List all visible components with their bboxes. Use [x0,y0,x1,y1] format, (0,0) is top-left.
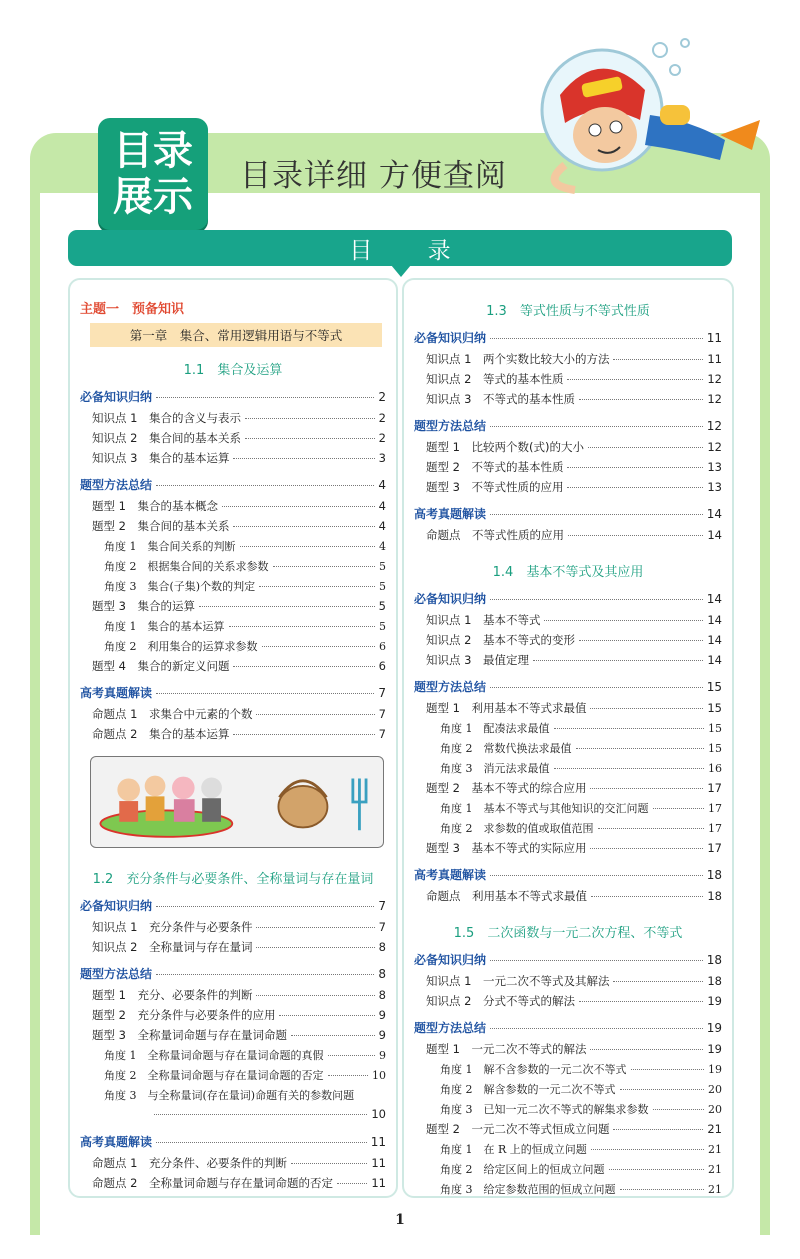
dot-leader [620,1089,705,1090]
toc-entry[interactable] [414,612,722,632]
toc-right-column [402,278,734,1198]
toc-entry-label: 必备知识归纳 [414,331,487,345]
toc-entry-label: 必备知识归纳 [414,592,487,606]
toc-entry[interactable] [80,450,386,470]
mascot-diver-illustration [520,25,770,200]
toc-entry[interactable] [414,760,722,780]
toc-entry-label: 题型 2 基本不等式的综合应用 [426,781,587,795]
toc-entry-label: 角度 2 根据集合间的关系求参数 [104,560,269,573]
toc-entry-label: 题型 1 利用基本不等式求最值 [426,701,587,715]
toc-entry-label: 角度 2 常数代换法求最值 [440,742,572,755]
toc-entry-label: 必备知识归纳 [80,390,153,404]
toc-entry[interactable] [80,558,386,578]
dot-leader [653,1109,705,1110]
toc-entry-page: 21 [708,1163,722,1176]
toc-entry-page: 17 [708,802,722,815]
toc-entry-page: 18 [706,953,722,967]
toc-entry-label: 角度 2 全称量词命题与存在量词命题的否定 [104,1069,324,1082]
dot-leader [490,426,703,427]
toc-entry-label: 命题点 利用基本不等式求最值 [426,889,587,903]
toc-entry-page: 14 [707,633,722,647]
toc-entry-label: 知识点 2 等式的基本性质 [426,372,564,386]
dot-leader [591,896,703,897]
dot-leader [229,626,376,627]
toc-group-heading[interactable] [414,590,722,612]
toc-group-heading[interactable] [80,388,386,410]
dot-leader [613,1129,703,1130]
toc-entry-page: 11 [707,352,722,366]
dot-leader [233,526,374,527]
toc-entry-label: 题型 3 全称量词命题与存在量词命题 [92,1028,287,1042]
toc-entry[interactable] [80,919,386,939]
dot-leader [591,1149,704,1150]
toc-entry[interactable] [80,618,386,638]
toc-entry-page: 8 [378,940,386,954]
toc-entry-label: 知识点 2 全称量词与存在量词 [92,940,253,954]
toc-entry-label: 题型 1 充分、必要条件的判断 [92,988,253,1002]
dot-leader [490,338,703,339]
toc-entry[interactable] [414,1041,722,1061]
toc-entry-label: 角度 3 集合(子集)个数的判定 [104,580,256,593]
toc-entry-label: 角度 2 给定区间上的恒成立问题 [440,1163,605,1176]
toc-entry-label: 题型 1 一元二次不等式的解法 [426,1042,587,1056]
dot-leader [579,640,703,641]
toc-entry-page: 4 [379,540,386,553]
toc-entry-page: 5 [379,580,386,593]
toc-entry-page: 11 [370,1135,386,1149]
dot-leader [568,535,703,536]
toc-entry-page: 17 [707,781,722,795]
toc-entry-page: 7 [378,707,386,721]
toc-group-heading[interactable] [80,897,386,919]
page-number: 1 [395,1212,405,1228]
dot-leader [245,438,375,439]
toc-group-heading[interactable] [414,417,722,439]
toc-entry-label: 题型 2 充分条件与必要条件的应用 [92,1008,276,1022]
dot-leader [273,566,376,567]
toc-entry-page: 15 [708,722,722,735]
dot-leader [490,1028,703,1029]
toc-entry-page: 12 [707,440,722,454]
toc-entry-page: 11 [371,1176,386,1190]
toc-entry-page: 8 [378,967,386,981]
dot-leader [490,960,703,961]
dot-leader [222,506,375,507]
toc-entry-label: 高考真题解读 [80,686,153,700]
toc-entry-label: 角度 2 利用集合的运算求参数 [104,640,258,653]
dot-leader [590,848,703,849]
toc-header-bar: 目 录 [68,230,732,266]
dot-leader [156,485,374,486]
section-title: 1.3 等式性质与不等式性质 [486,304,650,319]
section-title: 1.1 集合及运算 [183,363,283,378]
toc-entry-page: 14 [707,653,722,667]
toc-entry-page: 17 [707,841,722,855]
toc-entry-label: 角度 1 集合间关系的判断 [104,540,236,553]
toc-entry[interactable] [414,1141,722,1161]
toc-entry-label: 高考真题解读 [414,507,487,521]
dot-leader [609,1169,705,1170]
toc-entry-page: 5 [379,560,386,573]
dot-leader [579,1001,703,1002]
toc-entry-label: 题型 2 一元二次不等式恒成立问题 [426,1122,610,1136]
dot-leader [233,734,374,735]
toc-entry-page: 21 [708,1183,722,1196]
toc-entry-label: 题型 2 不等式的基本性质 [426,460,564,474]
toc-entry[interactable] [80,1107,386,1127]
toc-entry-label: 知识点 1 充分条件与必要条件 [92,920,253,934]
toc-entry-label: 角度 3 与全称量词(存在量词)命题有关的参数问题 [104,1089,355,1102]
toc-entry-label: 题型 1 比较两个数(式)的大小 [426,440,584,454]
toc-entry-page: 7 [378,686,386,700]
dot-leader [256,995,374,996]
toc-entry[interactable] [414,740,722,760]
toc-entry-page: 21 [707,1122,722,1136]
toc-entry-page: 13 [707,460,722,474]
toc-entry[interactable] [414,840,722,860]
dot-leader [291,1163,367,1164]
toc-entry-page: 9 [379,1049,386,1062]
toc-entry[interactable] [414,888,722,908]
toc-entry-page: 16 [708,762,722,775]
toc-entry-page: 20 [708,1103,722,1116]
toc-entry[interactable] [414,1061,722,1081]
toc-entry-label: 高考真题解读 [414,868,487,882]
toc-entry-label: 角度 1 基本不等式与其他知识的交汇问题 [440,802,649,815]
dot-leader [490,514,703,515]
dot-leader [590,788,703,789]
toc-entry[interactable] [80,658,386,678]
dot-leader [328,1055,376,1056]
toc-entry[interactable] [414,720,722,740]
dot-leader [576,748,705,749]
banner-title: 目录详细 方便查阅 [240,158,507,194]
toc-entry-page: 6 [378,659,386,673]
toc-entry-page: 19 [708,1063,722,1076]
toc-entry[interactable] [80,538,386,558]
toc-entry-label: 知识点 2 基本不等式的变形 [426,633,575,647]
dot-leader [259,586,375,587]
badge-line-2: 展示 [113,174,193,220]
toc-entry-page: 19 [706,1021,722,1035]
toc-entry-page: 17 [708,822,722,835]
toc-entry[interactable] [414,800,722,820]
toc-group-heading[interactable] [80,965,386,987]
section-title: 1.4 基本不等式及其应用 [492,565,644,580]
dot-leader [337,1183,367,1184]
dot-leader [490,687,703,688]
dot-leader [533,660,703,661]
toc-entry-page: 9 [378,1028,386,1042]
toc-group-heading[interactable] [414,678,722,700]
dot-leader [567,467,703,468]
dot-leader [554,728,705,729]
toc-entry[interactable] [80,939,386,959]
dot-leader [279,1015,374,1016]
chapter-heading: 第一章 集合、常用逻辑用语与不等式 [90,323,382,347]
toc-entry-label: 题型方法总结 [80,967,153,981]
toc-entry[interactable] [80,726,386,746]
toc-left-column [68,278,398,1198]
toc-group-heading[interactable] [414,1019,722,1041]
toc-entry-page: 5 [378,599,386,613]
dot-leader [567,379,703,380]
toc-entry[interactable] [80,498,386,518]
toc-entry-label: 角度 1 全称量词命题与存在量词命题的真假 [104,1049,324,1062]
toc-entry-label: 知识点 3 集合的基本运算 [92,451,230,465]
dot-leader [256,714,374,715]
toc-entry[interactable] [80,638,386,658]
toc-entry-label: 角度 1 在 R 上的恒成立问题 [440,1143,587,1156]
toc-group-heading[interactable] [414,951,722,973]
dot-leader [156,906,374,907]
toc-entry[interactable] [80,598,386,618]
toc-entry-page: 13 [707,480,722,494]
section-title: 1.5 二次函数与一元二次方程、不等式 [453,926,683,941]
toc-group-heading[interactable] [414,505,722,527]
toc-entry[interactable] [80,706,386,726]
toc-entry[interactable] [80,1047,386,1067]
toc-entry-label: 命题点 1 求集合中元素的个数 [92,707,253,721]
dot-leader [631,1069,705,1070]
toc-entry-label: 必备知识归纳 [80,899,153,913]
toc-entry-label: 题型 1 集合的基本概念 [92,499,218,513]
toc-entry-page: 10 [371,1107,386,1121]
toc-entry-label: 知识点 1 两个实数比较大小的方法 [426,352,610,366]
toc-entry-label: 角度 3 消元法求最值 [440,762,550,775]
toc-entry-page: 4 [378,478,386,492]
toc-entry-page: 4 [378,519,386,533]
dot-leader [328,1075,369,1076]
toc-entry[interactable] [414,652,722,672]
dot-leader [262,646,376,647]
toc-entry-label: 知识点 2 集合间的基本关系 [92,431,241,445]
dot-leader [554,768,705,769]
toc-entry-page: 6 [379,640,386,653]
toc-entry-page: 11 [371,1156,386,1170]
toc-entry-page: 14 [706,592,722,606]
toc-entry[interactable] [414,1121,722,1141]
toc-entry-label: 题型 3 基本不等式的实际应用 [426,841,587,855]
dot-leader [233,458,374,459]
toc-entry-label: 必备知识归纳 [414,953,487,967]
toc-entry-label: 题型 4 集合的新定义问题 [92,659,230,673]
illustration-characters-basket-fork [91,757,383,847]
dot-leader [256,927,374,928]
toc-entry[interactable] [80,1087,386,1107]
toc-entry-page: 5 [379,620,386,633]
toc-entry-label: 命题点 2 集合的基本运算 [92,727,230,741]
toc-entry-label: 角度 2 求参数的值或取值范围 [440,822,594,835]
toc-entry-page: 14 [707,613,722,627]
toc-entry[interactable] [80,1007,386,1027]
toc-entry[interactable] [414,439,722,459]
toc-entry[interactable] [414,527,722,547]
toc-entry[interactable] [80,518,386,538]
toc-entry-label: 题型 3 不等式性质的应用 [426,480,564,494]
toc-entry-label: 题型方法总结 [414,1021,487,1035]
toc-group-heading[interactable] [80,1133,386,1155]
toc-entry-label: 知识点 1 基本不等式 [426,613,541,627]
toc-entry-page: 7 [378,727,386,741]
toc-entry[interactable] [414,459,722,479]
toc-entry[interactable] [414,1181,722,1201]
toc-entry-label: 题型方法总结 [80,478,153,492]
toc-entry-page: 21 [708,1143,722,1156]
toc-entry-page: 3 [378,451,386,465]
dot-leader [579,399,703,400]
toc-entry[interactable] [414,371,722,391]
toc-entry-page: 20 [708,1083,722,1096]
section-title: 1.2 充分条件与必要条件、全称量词与存在量词 [92,872,374,887]
dot-leader [199,606,375,607]
toc-entry-label: 知识点 1 一元二次不等式及其解法 [426,974,610,988]
dot-leader [156,1142,367,1143]
toc-entry-label: 角度 2 解含参数的一元二次不等式 [440,1083,616,1096]
toc-entry[interactable] [414,351,722,371]
dot-leader [653,808,705,809]
toc-entry-page: 19 [707,1042,722,1056]
toc-group-heading[interactable] [414,866,722,888]
illustration-box [90,756,384,848]
toc-entry-label: 角度 1 集合的基本运算 [104,620,225,633]
toc-entry-page: 8 [378,988,386,1002]
toc-entry-page: 18 [706,868,722,882]
toc-entry-page: 15 [706,680,722,694]
dot-leader [156,397,374,398]
toc-entry-label: 命题点 1 充分条件、必要条件的判断 [92,1156,287,1170]
toc-entry[interactable] [414,1081,722,1101]
toc-entry-page: 12 [707,372,722,386]
toc-entry[interactable] [414,820,722,840]
toc-entry[interactable] [80,1155,386,1175]
toc-entry-page: 2 [378,431,386,445]
toc-entry-label: 角度 3 已知一元二次不等式的解集求参数 [440,1103,649,1116]
toc-entry-page: 12 [706,419,722,433]
toc-entry[interactable] [80,987,386,1007]
toc-entry[interactable] [80,578,386,598]
toc-entry-page: 14 [707,528,722,542]
toc-entry-label: 角度 3 给定参数范围的恒成立问题 [440,1183,616,1196]
dot-leader [291,1035,375,1036]
toc-entry-page: 18 [707,889,722,903]
toc-entry-page: 11 [706,331,722,345]
toc-entry[interactable] [414,632,722,652]
toc-header-pointer [391,265,411,277]
toc-entry-label: 命题点 2 全称量词命题与存在量词命题的否定 [92,1176,333,1190]
toc-badge [98,118,208,230]
toc-group-heading[interactable] [80,684,386,706]
toc-entry-page: 7 [378,899,386,913]
dot-leader [154,1114,367,1115]
toc-entry[interactable] [414,1161,722,1181]
toc-entry[interactable] [414,700,722,720]
dot-leader [156,693,374,694]
toc-entry-label: 命题点 不等式性质的应用 [426,528,564,542]
dot-leader [490,875,703,876]
toc-entry[interactable] [414,993,722,1013]
dot-leader [588,447,703,448]
toc-entry[interactable] [414,479,722,499]
toc-entry-label: 题型方法总结 [414,419,487,433]
toc-entry-label: 题型 2 集合间的基本关系 [92,519,230,533]
toc-entry[interactable] [80,1175,386,1195]
toc-entry[interactable] [80,1027,386,1047]
toc-entry[interactable] [414,973,722,993]
toc-entry-page: 9 [378,1008,386,1022]
toc-entry-page: 18 [707,974,722,988]
dot-leader [544,620,703,621]
dot-leader [613,359,703,360]
dot-leader [598,828,705,829]
toc-entry[interactable] [80,410,386,430]
badge-line-1: 目录 [113,128,193,174]
toc-group-heading[interactable] [414,329,722,351]
dot-leader [156,974,374,975]
toc-entry-label: 角度 1 解不含参数的一元二次不等式 [440,1063,627,1076]
toc-entry[interactable] [80,1067,386,1087]
toc-entry-page: 19 [707,994,722,1008]
toc-entry[interactable] [414,1101,722,1121]
toc-entry-page: 4 [378,499,386,513]
dot-leader [590,1049,703,1050]
toc-entry[interactable] [80,430,386,450]
toc-entry-label: 知识点 3 最值定理 [426,653,529,667]
dot-leader [613,981,703,982]
toc-entry-label: 题型方法总结 [414,680,487,694]
toc-entry-page: 15 [708,742,722,755]
toc-entry-page: 7 [378,920,386,934]
toc-entry-page: 14 [706,507,722,521]
dot-leader [245,418,375,419]
toc-entry[interactable] [414,780,722,800]
toc-entry-label: 角度 1 配凑法求最值 [440,722,550,735]
dot-leader [256,947,374,948]
dot-leader [567,487,703,488]
toc-entry-label: 知识点 1 集合的含义与表示 [92,411,241,425]
toc-entry-page: 15 [707,701,722,715]
toc-entry-label: 题型 3 集合的运算 [92,599,195,613]
dot-leader [233,666,374,667]
dot-leader [590,708,703,709]
toc-entry-label: 高考真题解读 [80,1135,153,1149]
toc-entry-page: 12 [707,392,722,406]
toc-entry-page: 2 [378,411,386,425]
toc-entry-label: 知识点 2 分式不等式的解法 [426,994,575,1008]
dot-leader [240,546,376,547]
topic-heading: 主题一 预备知识 [80,302,185,317]
toc-entry-label: 知识点 3 不等式的基本性质 [426,392,575,406]
toc-entry[interactable] [414,391,722,411]
dot-leader [620,1189,705,1190]
toc-entry-page: 2 [378,390,386,404]
toc-group-heading[interactable] [80,476,386,498]
dot-leader [490,599,703,600]
toc-entry-page: 10 [372,1069,386,1082]
